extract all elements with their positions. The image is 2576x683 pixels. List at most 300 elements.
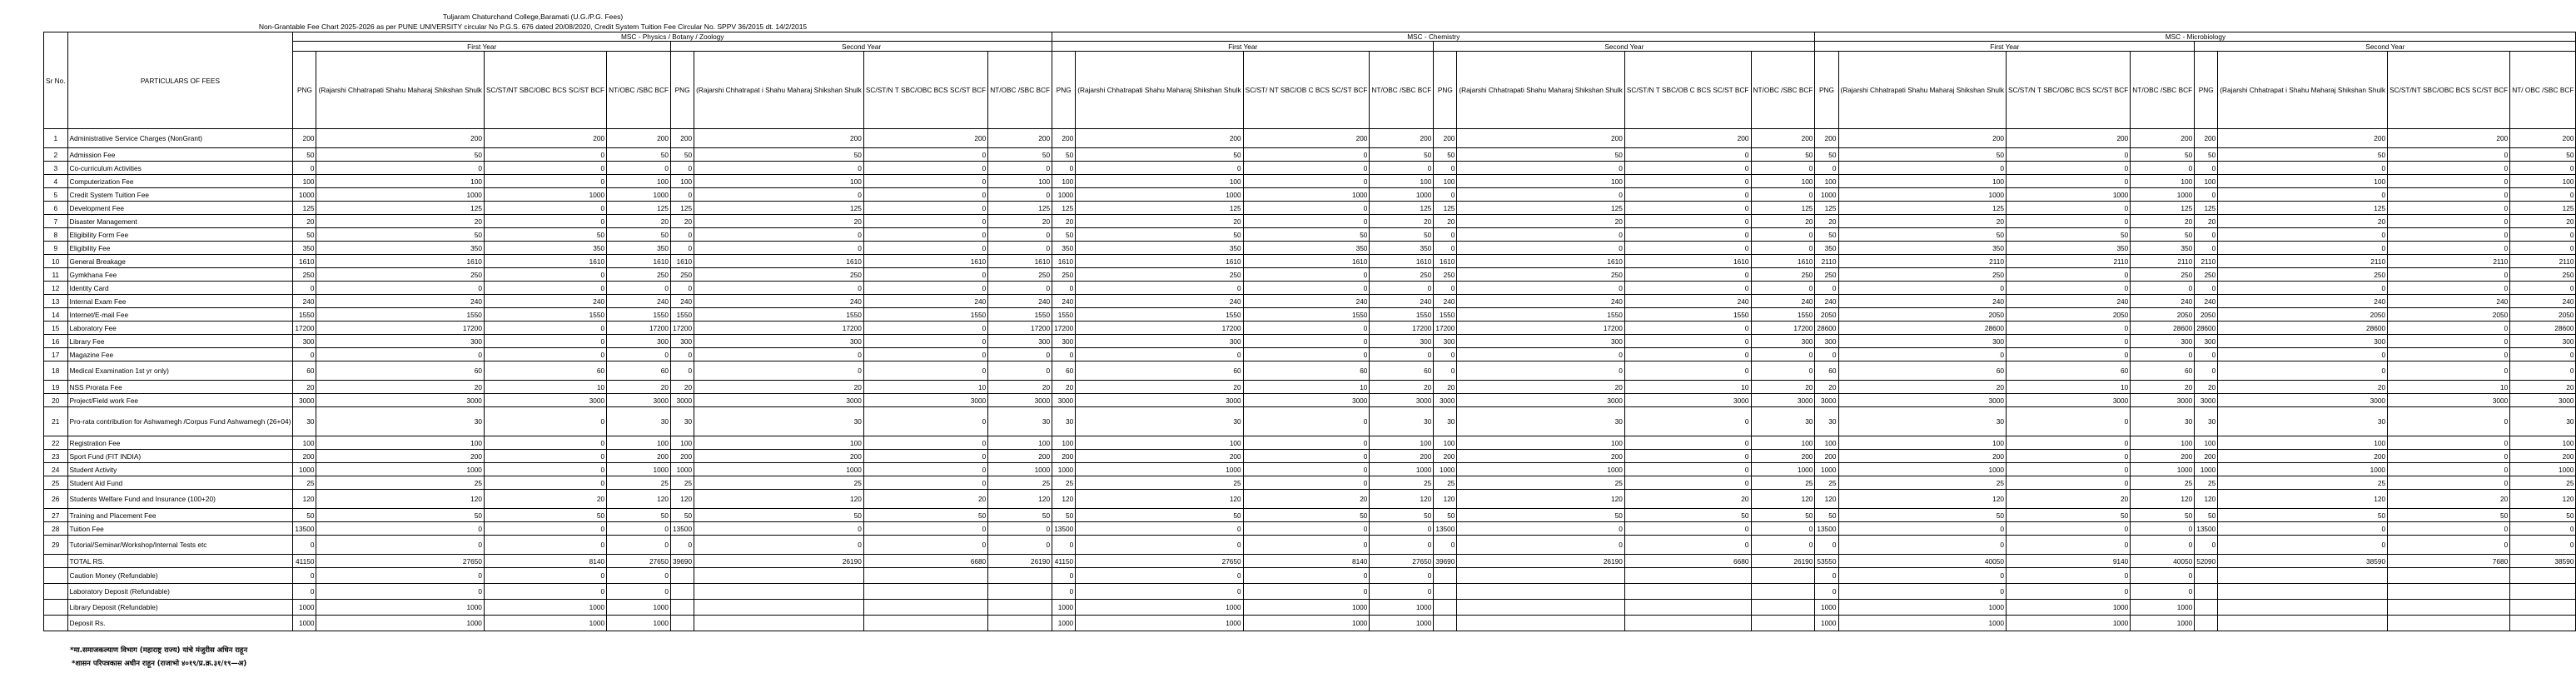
fee-value-cell: 200 [988,450,1052,463]
fee-value-cell: 1000 [1838,616,2006,631]
fee-value-cell: 100 [1370,436,1434,450]
fee-value-cell: 20 [2218,381,2388,394]
fee-name-cell: Eligibility Fee [67,242,293,255]
fee-value-cell: 100 [671,175,694,188]
fee-value-cell: 0 [671,282,694,295]
fee-value-cell: 0 [484,348,606,361]
fee-value-cell: 1550 [1243,308,1370,322]
fee-value-cell: 0 [694,522,864,536]
fee-value-cell: 1000 [1052,600,1076,616]
fee-value-cell: 0 [2388,202,2510,215]
fee-value-cell: 0 [484,175,606,188]
year-header: First Year [1052,42,1434,52]
fee-value-cell: 1000 [1052,463,1076,476]
fee-name-cell: Caution Money (Refundable) [67,568,293,584]
fee-value-cell: 0 [2195,162,2218,175]
fee-value-cell: 1550 [293,308,316,322]
category-header: PNG [293,52,316,129]
fee-value-cell: 50 [316,228,484,242]
fee-value-cell: 250 [1076,268,1243,282]
fee-value-cell: 0 [1457,522,1624,536]
fee-value-cell: 0 [1076,584,1243,600]
fee-value-cell: 0 [2388,175,2510,188]
fee-value-cell: 0 [1815,584,1838,600]
fee-value-cell [2510,568,2576,584]
fee-value-cell: 0 [2388,162,2510,175]
fee-value-cell: 0 [2006,463,2130,476]
fee-chart-table [43,32,2576,631]
fee-value-cell [2510,600,2576,616]
fee-value-cell: 350 [1052,242,1076,255]
fee-value-cell: 350 [1076,242,1243,255]
fee-name-cell: Sport Fund (FIT INDIA) [67,450,293,463]
fee-value-cell: 2050 [2218,308,2388,322]
fee-value-cell: 250 [1052,268,1076,282]
fee-row [44,509,2576,522]
fee-value-cell: 60 [484,361,606,381]
fee-value-cell [2510,616,2576,631]
fee-value-cell: 0 [484,215,606,228]
fee-name-cell: Tuition Fee [67,522,293,536]
fee-value-cell: 25 [1815,476,1838,490]
fee-value-cell: 60 [1370,361,1434,381]
fee-value-cell: 125 [1457,202,1624,215]
fee-value-cell: 0 [1751,282,1815,295]
fee-value-cell: 1000 [1434,463,1457,476]
fee-value-cell: 100 [1838,175,2006,188]
fee-value-cell: 0 [1370,282,1434,295]
fee-value-cell: 120 [293,490,316,509]
fee-value-cell: 0 [1243,348,1370,361]
fee-value-cell: 17200 [316,322,484,335]
fee-value-cell: 200 [316,129,484,148]
fee-value-cell: 100 [1434,436,1457,450]
fee-value-cell: 350 [484,242,606,255]
fee-value-cell: 52090 [2195,555,2218,568]
fee-value-cell: 50 [1751,148,1815,162]
fee-value-cell: 0 [1243,476,1370,490]
fee-value-cell: 60 [1052,361,1076,381]
fee-value-cell: 240 [2195,295,2218,308]
category-header: PNG [2195,52,2218,129]
fee-value-cell [2218,568,2388,584]
fee-value-cell: 3000 [607,394,671,407]
category-header: NT/OBC /SBC BCF [988,52,1052,129]
fee-value-cell [1457,616,1624,631]
fee-value-cell [1624,616,1751,631]
sr-no-cell: 3 [44,162,68,175]
fee-value-cell: 50 [1076,509,1243,522]
category-header: (Rajarshi Chhatrapati Shahu Maharaj Shikshan Shulk [316,52,484,129]
fee-value-cell: 0 [671,361,694,381]
fee-value-cell: 3000 [484,394,606,407]
sr-no-cell: 28 [44,522,68,536]
fee-value-cell: 13500 [1434,522,1457,536]
fee-value-cell: 0 [2195,242,2218,255]
fee-value-cell: 0 [484,148,606,162]
fee-value-cell: 200 [2006,129,2130,148]
fee-value-cell: 0 [1052,568,1076,584]
fee-value-cell: 100 [316,175,484,188]
fee-value-cell: 30 [293,407,316,436]
fee-value-cell: 10 [2006,381,2130,394]
fee-value-cell: 240 [2006,295,2130,308]
fee-value-cell: 0 [2388,215,2510,228]
fee-value-cell: 20 [2218,215,2388,228]
fee-value-cell [1434,584,1457,600]
fee-value-cell [863,568,987,584]
fee-value-cell: 0 [988,536,1052,555]
fee-value-cell: 0 [2388,536,2510,555]
fee-value-cell: 50 [2195,148,2218,162]
fee-value-cell: 0 [484,162,606,175]
fee-value-cell: 1610 [1434,255,1457,268]
fee-value-cell: 0 [2510,162,2576,175]
fee-value-cell: 20 [293,381,316,394]
fee-value-cell: 0 [607,536,671,555]
fee-value-cell: 300 [607,335,671,348]
fee-value-cell: 25 [1838,476,2006,490]
fee-value-cell: 240 [1751,295,1815,308]
fee-value-cell: 20 [1076,381,1243,394]
fee-value-cell: 50 [2218,509,2388,522]
fee-value-cell: 3000 [1434,394,1457,407]
fee-value-cell: 0 [484,476,606,490]
fee-value-cell: 300 [1076,335,1243,348]
fee-value-cell: 0 [1243,282,1370,295]
fee-value-cell: 2110 [2388,255,2510,268]
fee-value-cell: 50 [1457,509,1624,522]
fee-value-cell: 0 [2388,282,2510,295]
fee-value-cell: 0 [863,268,987,282]
fee-value-cell: 1000 [1076,463,1243,476]
fee-value-cell: 100 [607,436,671,450]
fee-value-cell: 0 [2388,476,2510,490]
fee-value-cell: 125 [2218,202,2388,215]
sr-no-cell: 15 [44,322,68,335]
fee-value-cell: 0 [1052,584,1076,600]
fee-value-cell: 1610 [293,255,316,268]
fee-value-cell: 0 [1751,188,1815,202]
fee-value-cell: 240 [1076,295,1243,308]
fee-value-cell: 17200 [293,322,316,335]
fee-value-cell: 26190 [694,555,864,568]
fee-value-cell: 50 [1434,148,1457,162]
fee-value-cell: 0 [671,242,694,255]
sr-no-cell: 16 [44,335,68,348]
fee-value-cell: 1550 [671,308,694,322]
fee-value-cell: 0 [316,584,484,600]
fee-value-cell: 0 [1434,242,1457,255]
fee-value-cell: 20 [1434,381,1457,394]
sr-no-cell: 2 [44,148,68,162]
fee-value-cell: 0 [2195,536,2218,555]
fee-value-cell: 0 [1243,584,1370,600]
fee-value-cell: 125 [1076,202,1243,215]
fee-value-cell: 0 [1624,148,1751,162]
fee-value-cell: 250 [1751,268,1815,282]
fee-value-cell: 20 [484,490,606,509]
fee-value-cell: 200 [607,450,671,463]
fee-value-cell: 20 [316,215,484,228]
fee-value-cell: 50 [1052,228,1076,242]
fee-value-cell: 1550 [1751,308,1815,322]
fee-value-cell: 200 [1815,450,1838,463]
fee-value-cell: 50 [2131,228,2195,242]
fee-value-cell: 25 [694,476,864,490]
fee-value-cell: 1000 [1243,188,1370,202]
fee-value-cell: 25 [1076,476,1243,490]
fee-value-cell: 0 [1243,162,1370,175]
fee-value-cell: 3000 [1815,394,1838,407]
fee-value-cell: 1000 [484,616,606,631]
fee-value-cell: 100 [2218,436,2388,450]
fee-value-cell: 20 [988,215,1052,228]
fee-value-cell: 0 [2388,228,2510,242]
fee-value-cell: 0 [1624,407,1751,436]
fee-row [44,463,2576,476]
sr-no-cell: 1 [44,129,68,148]
fee-value-cell [988,584,1052,600]
fee-value-cell [2388,568,2510,584]
fee-value-cell: 2050 [1815,308,1838,322]
fee-value-cell: 8140 [1243,555,1370,568]
fee-value-cell [988,616,1052,631]
fee-value-cell: 30 [1457,407,1624,436]
fee-value-cell: 0 [484,522,606,536]
fee-value-cell: 125 [671,202,694,215]
fee-value-cell: 300 [1751,335,1815,348]
fee-value-cell: 0 [988,282,1052,295]
fee-value-cell: 0 [863,242,987,255]
fee-value-cell: 2110 [1815,255,1838,268]
year-header: Second Year [1434,42,1815,52]
fee-value-cell: 0 [2510,282,2576,295]
fee-value-cell: 50 [1815,148,1838,162]
fee-value-cell: 0 [2510,242,2576,255]
fee-value-cell: 0 [2388,522,2510,536]
fee-value-cell [2218,616,2388,631]
fee-value-cell: 0 [863,450,987,463]
fee-value-cell: 0 [1243,522,1370,536]
fee-value-cell: 28600 [2510,322,2576,335]
sr-no-cell: 7 [44,215,68,228]
fee-value-cell: 50 [2388,509,2510,522]
fee-value-cell: 250 [671,268,694,282]
fee-value-cell: 100 [694,175,864,188]
fee-name-cell: Co-curriculum Activities [67,162,293,175]
fee-value-cell [2195,584,2218,600]
fee-value-cell: 0 [863,188,987,202]
fee-value-cell: 125 [1434,202,1457,215]
fee-value-cell: 17200 [988,322,1052,335]
fee-row [44,282,2576,295]
fee-value-cell: 10 [2388,381,2510,394]
fee-value-cell: 1000 [484,188,606,202]
fee-value-cell: 0 [1434,282,1457,295]
fee-value-cell: 0 [863,348,987,361]
fee-value-cell: 0 [2388,242,2510,255]
fee-value-cell: 0 [1076,522,1243,536]
fee-value-cell: 3000 [694,394,864,407]
fee-value-cell: 250 [1434,268,1457,282]
fee-row [44,361,2576,381]
fee-value-cell: 100 [607,175,671,188]
fee-value-cell: 1000 [1370,188,1434,202]
fee-value-cell [1457,600,1624,616]
category-header: NT/OBC /SBC BCF [607,52,671,129]
fee-value-cell: 250 [988,268,1052,282]
sr-no-cell: 27 [44,509,68,522]
fee-value-cell: 20 [863,490,987,509]
fee-value-cell: 100 [293,436,316,450]
fee-value-cell: 0 [1076,162,1243,175]
fee-value-cell: 240 [2218,295,2388,308]
fee-value-cell: 2110 [2195,255,2218,268]
fee-value-cell [671,568,694,584]
fee-value-cell: 240 [1624,295,1751,308]
fee-value-cell: 30 [607,407,671,436]
fee-value-cell: 0 [863,322,987,335]
fee-value-cell: 60 [293,361,316,381]
fee-value-cell: 2050 [1838,308,2006,322]
fee-value-cell: 28600 [1838,322,2006,335]
category-header: PNG [671,52,694,129]
fee-value-cell: 10 [863,381,987,394]
fee-value-cell: 240 [1370,295,1434,308]
fee-value-cell: 240 [694,295,864,308]
fee-row [44,450,2576,463]
sr-no-cell: 21 [44,407,68,436]
fee-value-cell: 0 [1751,162,1815,175]
fee-value-cell: 0 [1243,436,1370,450]
fee-value-cell: 0 [2218,228,2388,242]
fee-value-cell: 1000 [2131,600,2195,616]
fee-value-cell: 50 [293,509,316,522]
fee-value-cell: 50 [1052,509,1076,522]
sr-no-cell: 24 [44,463,68,476]
fee-row [44,188,2576,202]
sr-no-cell [44,600,68,616]
fee-row [44,394,2576,407]
fee-value-cell: 0 [1815,536,1838,555]
fee-value-cell: 50 [2006,228,2130,242]
fee-value-cell: 300 [1838,335,2006,348]
fee-value-cell: 0 [1457,242,1624,255]
fee-value-cell: 125 [2195,202,2218,215]
fee-value-cell: 0 [694,536,864,555]
fee-value-cell: 3000 [2006,394,2130,407]
fee-value-cell: 100 [316,436,484,450]
fee-value-cell [1624,584,1751,600]
fee-row [44,295,2576,308]
fee-value-cell: 50 [988,509,1052,522]
fee-value-cell: 0 [1076,282,1243,295]
fee-value-cell: 3000 [1052,394,1076,407]
fee-value-cell: 0 [1434,188,1457,202]
fee-value-cell: 25 [988,476,1052,490]
sr-no-cell: 4 [44,175,68,188]
fee-value-cell: 0 [2388,450,2510,463]
fee-row [44,228,2576,242]
fee-value-cell: 240 [1243,295,1370,308]
fee-value-cell: 0 [694,361,864,381]
fee-value-cell: 0 [1624,175,1751,188]
fee-value-cell: 60 [1838,361,2006,381]
fee-value-cell: 240 [607,295,671,308]
fee-value-cell: 100 [1052,175,1076,188]
sr-no-header: Sr No. [44,32,68,129]
fee-value-cell: 1610 [694,255,864,268]
fee-value-cell: 1000 [316,600,484,616]
fee-value-cell: 0 [1457,228,1624,242]
fee-value-cell: 0 [607,162,671,175]
fee-value-cell: 20 [2195,381,2218,394]
fee-value-cell: 0 [484,584,606,600]
fee-value-cell: 0 [1624,463,1751,476]
fee-value-cell: 100 [2218,175,2388,188]
fee-value-cell: 120 [1457,490,1624,509]
fee-value-cell: 20 [1815,215,1838,228]
fee-value-cell: 2110 [2510,255,2576,268]
fee-value-cell: 1000 [1457,463,1624,476]
fee-name-cell: TOTAL RS. [67,555,293,568]
fee-value-cell: 13500 [1815,522,1838,536]
fee-row [44,407,2576,436]
fee-value-cell: 0 [1624,188,1751,202]
fee-name-cell: Library Fee [67,335,293,348]
fee-value-cell: 30 [694,407,864,436]
category-header: NT/OBC /SBC BCF [1370,52,1434,129]
fee-value-cell: 25 [671,476,694,490]
fee-value-cell: 0 [1624,450,1751,463]
fee-value-cell: 20 [2131,381,2195,394]
fee-value-cell: 0 [1370,584,1434,600]
fee-value-cell: 100 [988,175,1052,188]
fee-value-cell: 0 [2131,522,2195,536]
fee-value-cell: 20 [2195,215,2218,228]
fee-value-cell: 100 [1457,175,1624,188]
category-header: (Rajarshi Chhatrapat i Shahu Maharaj Shikshan Shulk [694,52,864,129]
fee-value-cell: 250 [2510,268,2576,282]
fee-value-cell: 0 [671,536,694,555]
fee-value-cell: 1000 [1815,188,1838,202]
category-header: SC/ST/N T SBC/OBC BCS SC/ST BCF [863,52,987,129]
fee-value-cell: 200 [694,129,864,148]
fee-value-cell: 60 [607,361,671,381]
fee-value-cell: 10 [1243,381,1370,394]
fee-value-cell: 0 [2388,463,2510,476]
fee-value-cell: 0 [2388,322,2510,335]
fee-value-cell: 0 [2195,348,2218,361]
fee-value-cell: 0 [1434,536,1457,555]
fee-value-cell: 0 [316,282,484,295]
fee-value-cell: 0 [2006,202,2130,215]
fee-value-cell: 0 [1838,162,2006,175]
fee-value-cell: 50 [1815,228,1838,242]
fee-value-cell: 0 [1624,436,1751,450]
fee-value-cell: 1550 [484,308,606,322]
fee-value-cell: 240 [863,295,987,308]
fee-value-cell: 3000 [988,394,1052,407]
fee-value-cell: 1000 [2131,463,2195,476]
fee-value-cell: 0 [2006,450,2130,463]
fee-value-cell: 1000 [607,463,671,476]
fee-value-cell: 0 [316,348,484,361]
fee-value-cell: 3000 [863,394,987,407]
fee-value-cell: 200 [1076,129,1243,148]
sr-no-cell [44,568,68,584]
